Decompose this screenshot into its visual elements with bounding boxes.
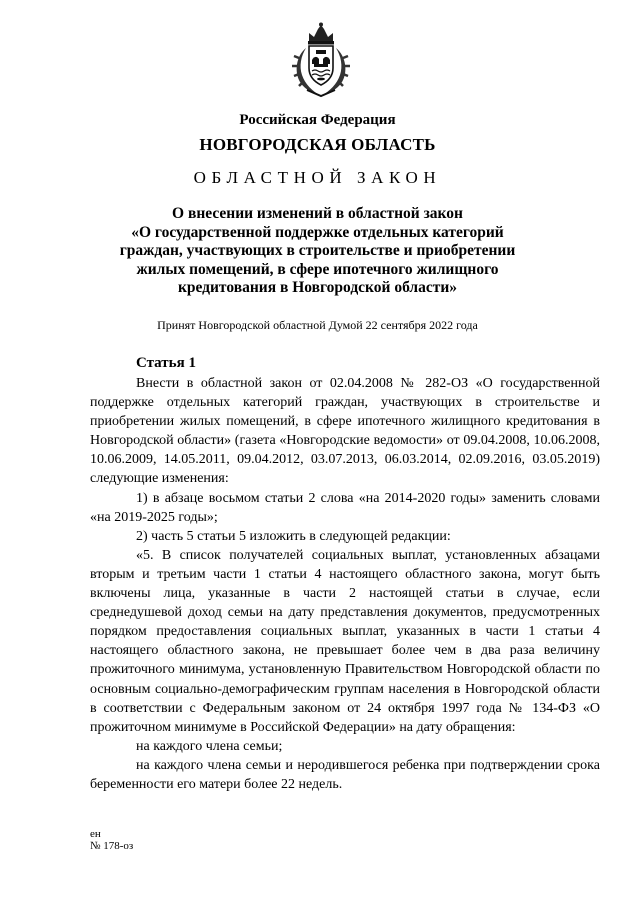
footer-law-number: № 178-оз (90, 840, 134, 852)
article-paragraph: на каждого члена семьи; (136, 738, 283, 754)
article-paragraph: Внести в областной закон от 02.04.2008 № 282-ОЗ «О государственной поддержке отдельных категорий граждан, участвующих в строительстве и приобретении жилых помещений, в сфере ипотечного жилищного кредитования в Новгородской области» (газета «Новгородские ведомости» от 09.04.2008, 10.06.2008, 10.06.2009, 14.05.2011, 09.04.2012, 03.07.2013, 06.03.2014, 02.09.2016, 03.05.2019) следующие изменения: (90, 376, 600, 487)
article-heading: Статья 1 (136, 355, 196, 371)
footer-registration (90, 828, 133, 852)
federation-heading: Российская Федерация (239, 112, 396, 128)
law-title-line: граждан, участвующих в строительстве и приобретении (119, 242, 516, 260)
law-title-line: кредитования в Новгородской области» (177, 279, 458, 297)
article-paragraph: «5. В список получателей социальных выплат, установленных абзацами вторым и третьим части 1 статьи 4 настоящего областного закона, могут быть включены лица, указанные в части 2 настоящей статьи в случае, если среднедушевой доход семьи на дату представления документов, предусмотренных порядком предоставления социальных выплат, указанных в части 1 статьи 4 настоящего областного закона, не превышает более чем в два раза величину прожиточного минимума, установленную Правительством Новгородской области по основным социально-демографическим группам населения в Новгородской области в соответствии с Федеральным законом от 24 октября 1997 года № 134-ФЗ «О прожиточном минимуме в Российской Федерации» на дату обращения: (90, 547, 600, 735)
article-body (90, 374, 600, 794)
adoption-note: Принят Новгородской областной Думой 22 сентября 2022 года (157, 318, 478, 332)
footer-initials: ен (90, 828, 101, 840)
law-title-line: О внесении изменений в областной закон (172, 205, 463, 222)
region-heading: НОВГОРОДСКАЯ ОБЛАСТЬ (199, 135, 436, 154)
novgorod-coat-of-arms-icon (290, 22, 352, 98)
law-type-heading: ОБЛАСТНОЙ ЗАКОН (193, 168, 442, 187)
law-title-line: «О государственной поддержке отдельных категорий (131, 223, 504, 241)
article-paragraph: 1) в абзаце восьмом статьи 2 слова «на 2014-2020 годы» заменить словами «на 2019-2025 годы»; (90, 490, 600, 525)
article-paragraph: 2) часть 5 статьи 5 изложить в следующей редакции: (136, 528, 451, 544)
law-title (100, 205, 535, 298)
article-paragraph: на каждого члена семьи и неродившегося ребенка при подтверждении срока беременности его матери более 22 недель. (90, 757, 600, 792)
law-title-line: жилых помещений, в сфере ипотечного жилищного (136, 260, 499, 278)
